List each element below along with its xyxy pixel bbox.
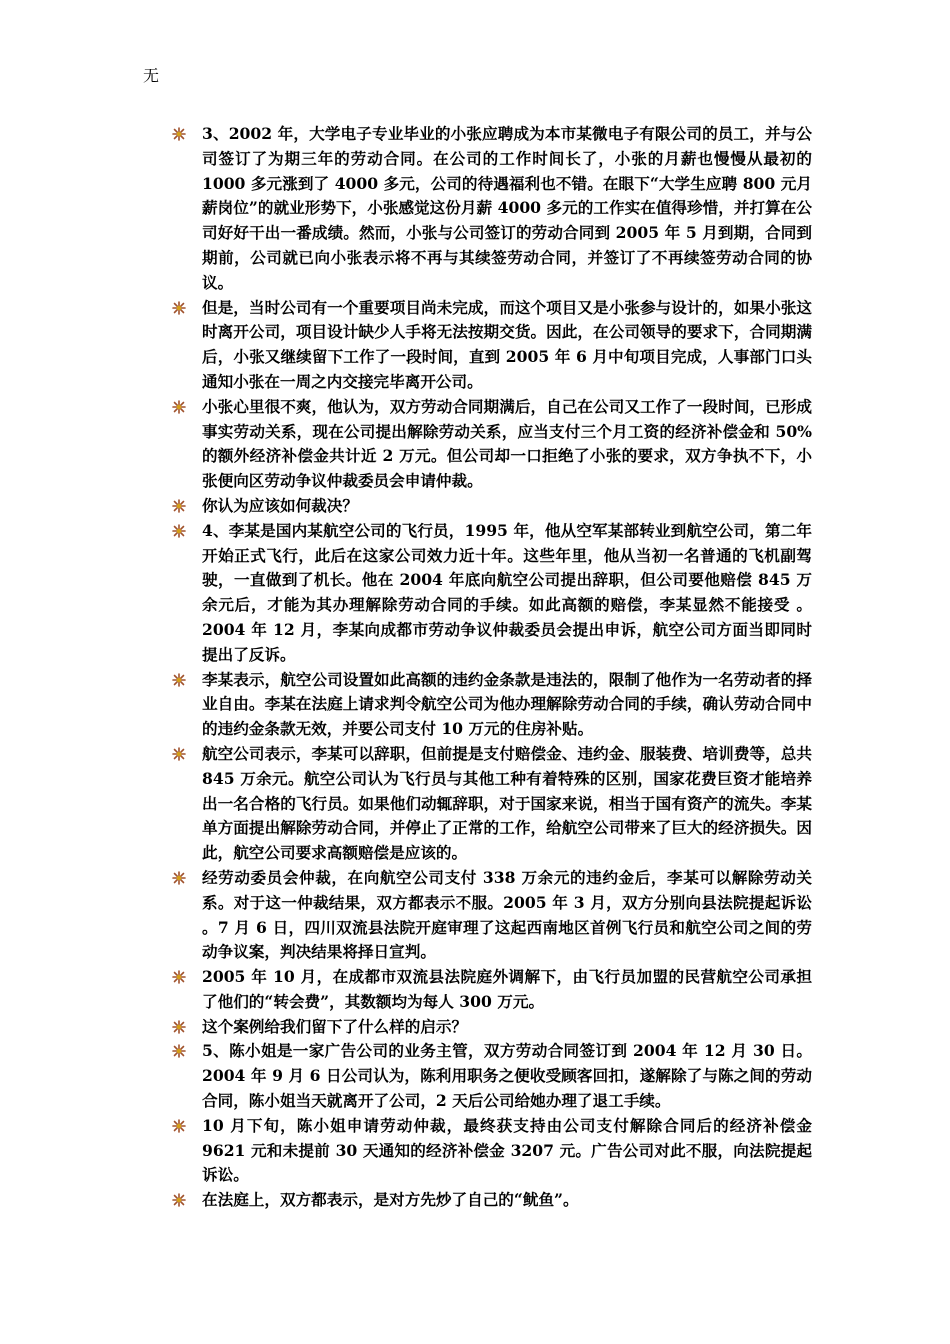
list-item [172,1039,812,1113]
star-burst-bullet-icon [172,524,186,538]
paragraph-text: 航空公司表示，李某可以辞职，但前提是支付赔偿金、违约金、服装费、培训费等，总共 845 万余元。航空公司认为飞行员与其他工种有着特殊的区别，国家花费巨资才能培养出一名合格的飞行员。如果他们动辄辞职，对于国家来说，相当于国有资产的流失。李某单方面提出解除劳动合同，并停止了正常的工作，给航空公司带来了巨大的经济损失。因此，航空公司要求高额赔偿是应该的。 [202,743,812,863]
list-item [172,1188,812,1213]
star-burst-bullet-icon [172,1044,186,1058]
paragraph-text: 在法庭上，双方都表示，是对方先炒了自己的“鱿鱼”。 [202,1190,579,1210]
star-burst-bullet-icon [172,747,186,761]
list-item [172,1015,812,1040]
list-item [172,395,812,494]
header-mark: 无 [143,66,160,85]
paragraph-text: 小张心里很不爽，他认为，双方劳动合同期满后，自己在公司又工作了一段时间，已形成事实劳动关系，现在公司提出解除劳动关系，应当支付三个月工资的经济补偿金和 50% 的额外经济补偿金共计近 2 万元。但公司却一口拒绝了小张的要求，双方争执不下，小张便向区劳动争议仲裁委员会申请仲裁。 [202,396,812,491]
paragraph-text: 10 月下旬，陈小姐申请劳动仲裁，最终获支持由公司支付解除合同后的经济补偿金 9621 元和未提前 30 天通知的经济补偿金 3207 元。广告公司对此不服，向法院提起诉讼。 [202,1115,812,1185]
list-item [172,1114,812,1188]
paragraph-text: 但是，当时公司有一个重要项目尚未完成，而这个项目又是小张参与设计的，如果小张这时离开公司，项目设计缺少人手将无法按期交货。因此，在公司领导的要求下，合同期满后，小张又继续留下工作了一段时间，直到 2005 年 6 月中旬项目完成，人事部门口头通知小张在一周之内交接完毕离开公司。 [202,297,812,391]
list-item [172,494,812,519]
star-burst-bullet-icon [172,301,186,315]
paragraph-text: 5、陈小姐是一家广告公司的业务主管，双方劳动合同签订到 2004 年 12 月 30 日。2004 年 9 月 6 日公司认为，陈利用职务之便收受顾客回扣，遂解除了与陈之间的劳动合同，陈小姐当天就离开了公司，2 天后公司给她办理了退工手续。 [202,1041,812,1111]
star-burst-bullet-icon [172,400,186,414]
list-item [172,965,812,1015]
list-item [172,668,812,742]
list-item [172,866,812,965]
paragraph-text: 经劳动委员会仲裁，在向航空公司支付 338 万余元的违约金后，李某可以解除劳动关系。对于这一仲裁结果，双方都表示不服。2005 年 3 月，双方分别向县法院提起诉讼 。7 月 6 日，四川双流县法院开庭审理了这起西南地区首例飞行员和航空公司之间的劳动争议案，判决结果将择日宣判。 [202,867,812,962]
paragraph-text: 2005 年 10 月，在成都市双流县法院庭外调解下，由飞行员加盟的民营航空公司承担了他们的“转会费”，其数额均为每人 300 万元。 [202,967,812,1011]
star-burst-bullet-icon [172,871,186,885]
case-paragraph-list [172,122,812,1213]
star-burst-bullet-icon [172,127,186,141]
paragraph-text: 3、2002 年，大学电子专业毕业的小张应聘成为本市某微电子有限公司的员工，并与公司签订了为期三年的劳动合同。在公司的工作时间长了，小张的月薪也慢慢从最初的 1000 多元涨到了 4000 多元，公司的待遇福利也不错。在眼下“大学生应聘 800 元月薪岗位”的就业形势下，小张感觉这份月薪 4000 多元的工作实在值得珍惜，并打算在公司好好干出一番成绩。然而，小张与公司签订的劳动合同到 2005 年 5 月到期，合同到期前，公司就已向小张表示将不再与其续签劳动合同，并签订了不再续签劳动合同的协议。 [202,124,812,292]
list-item [172,296,812,395]
paragraph-text: 你认为应该如何裁决？ [202,495,358,515]
star-burst-bullet-icon [172,1193,186,1207]
paragraph-text: 这个案例给我们留下了什么样的启示？ [202,1016,468,1036]
star-burst-bullet-icon [172,1119,186,1133]
star-burst-bullet-icon [172,673,186,687]
paragraph-text: 李某表示，航空公司设置如此高额的违约金条款是违法的，限制了他作为一名劳动者的择业自由。李某在法庭上请求判令航空公司为他办理解除劳动合同的手续，确认劳动合同中的违约金条款无效，并要公司支付 10 万元的住房补贴。 [202,669,812,739]
paragraph-text: 4、李某是国内某航空公司的飞行员，1995 年，他从空军某部转业到航空公司，第二年开始正式飞行，此后在这家公司效力近十年。这些年里，他从当初一名普通的飞机副驾驶，一直做到了机长。他在 2004 年底向航空公司提出辞职，但公司要他赔偿 845 万余元后，才能为其办理解除劳动合同的手续。如此高额的赔偿，李某显然不能接受 。2004 年 12 月，李某向成都市劳动争议仲裁委员会提出申诉，航空公司方面当即同时提出了反诉。 [202,520,812,664]
star-burst-bullet-icon [172,1020,186,1034]
star-burst-bullet-icon [172,970,186,984]
list-item [172,519,812,668]
list-item [172,122,812,296]
star-burst-bullet-icon [172,499,186,513]
list-item [172,742,812,866]
